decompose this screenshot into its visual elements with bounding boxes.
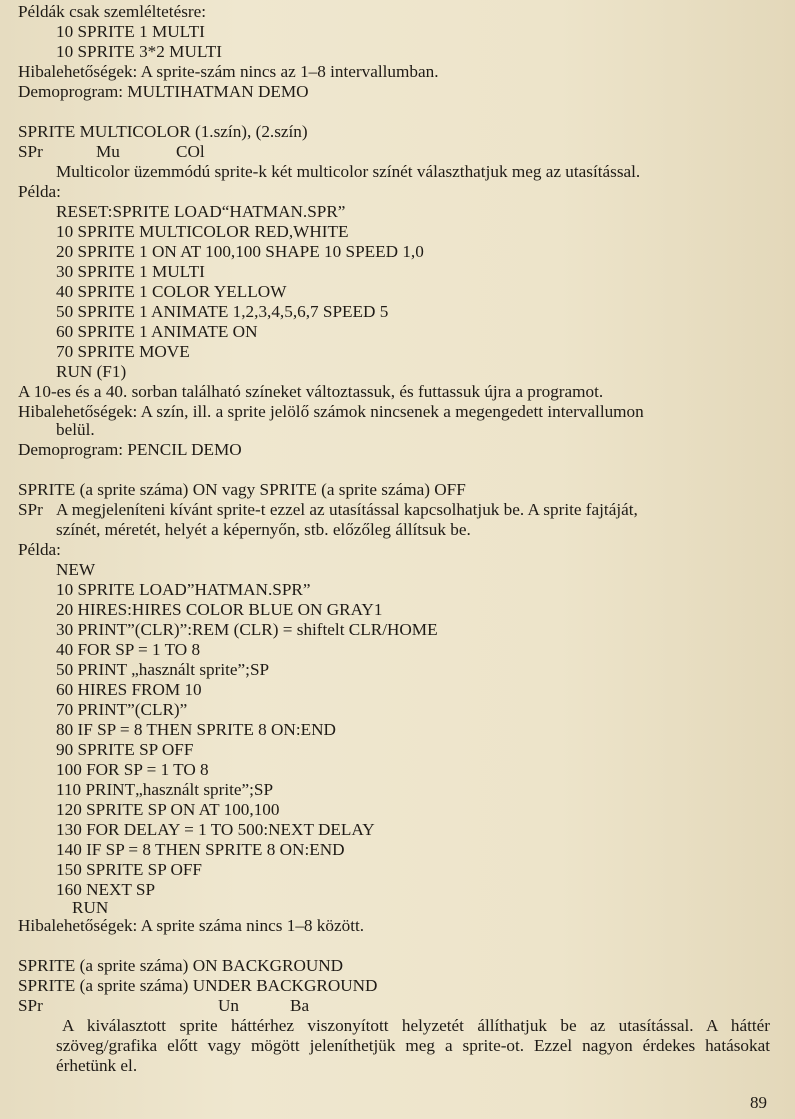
errors-text: Hibalehetőségek: A sprite-szám nincs az 1–8 intervallumban. xyxy=(18,62,439,81)
errors-text: Hibalehetőségek: A sprite száma nincs 1–8 között. xyxy=(18,916,365,935)
code-line: RUN (F1) xyxy=(56,362,127,381)
code-line: 160 NEXT SP xyxy=(56,880,156,899)
abbreviation: COl xyxy=(176,142,205,161)
code-line: 10 SPRITE 3*2 MULTI xyxy=(56,42,222,61)
description: A kiválasztott sprite háttérhez viszonyított helyzetét állíthatjuk be az utasítással. A háttér szöveg/grafika előtt vagy mögött jeleníthetjük meg a sprite-ot. Ezzel nagyon érdekes hatásokat érhetünk el. xyxy=(56,1016,770,1075)
command-syntax: SPRITE (a sprite száma) ON BACKGROUND xyxy=(18,956,344,975)
example-heading: Példa: xyxy=(18,182,61,201)
code-line: 110 PRINT„használt sprite”;SP xyxy=(56,780,274,799)
page-number: 89 xyxy=(750,1093,767,1112)
code-line: 10 SPRITE LOAD”HATMAN.SPR” xyxy=(56,580,311,599)
code-line: 70 PRINT”(CLR)” xyxy=(56,700,188,719)
code-line: 80 IF SP = 8 THEN SPRITE 8 ON:END xyxy=(56,720,336,739)
abbreviation: SPr xyxy=(18,996,43,1015)
code-line: 60 HIRES FROM 10 xyxy=(56,680,202,699)
code-line: NEW xyxy=(56,560,96,579)
abbreviation: SPr xyxy=(18,500,43,519)
command-syntax: SPRITE MULTICOLOR (1.szín), (2.szín) xyxy=(18,122,308,141)
code-line: 10 SPRITE MULTICOLOR RED,WHITE xyxy=(56,222,349,241)
code-line: 30 PRINT”(CLR)”:REM (CLR) = shiftelt CLR/HOME xyxy=(56,620,438,639)
code-line: 120 SPRITE SP ON AT 100,100 xyxy=(56,800,280,819)
code-line: RUN xyxy=(72,898,109,917)
errors-text: Hibalehetőségek: A szín, ill. a sprite jelölő számok nincsenek a megengedett intervallumon xyxy=(18,402,644,421)
demo-text: Demoprogram: PENCIL DEMO xyxy=(18,440,242,459)
code-line: 70 SPRITE MOVE xyxy=(56,342,190,361)
description: A megjeleníteni kívánt sprite-t ezzel az utasítással kapcsolhatjuk be. A sprite fajtáját, xyxy=(56,500,638,519)
code-line: 20 SPRITE 1 ON AT 100,100 SHAPE 10 SPEED 1,0 xyxy=(56,242,424,261)
code-line: 50 PRINT „használt sprite”;SP xyxy=(56,660,270,679)
command-syntax: SPRITE (a sprite száma) UNDER BACKGROUND xyxy=(18,976,378,995)
code-line: 20 HIRES:HIRES COLOR BLUE ON GRAY1 xyxy=(56,600,383,619)
code-line: 40 FOR SP = 1 TO 8 xyxy=(56,640,201,659)
abbreviation: Mu xyxy=(96,142,120,161)
demo-text: Demoprogram: MULTIHATMAN DEMO xyxy=(18,82,309,101)
abbreviation: Ba xyxy=(290,996,310,1015)
examples-heading: Példák csak szemléltetésre: xyxy=(18,2,207,21)
example-heading: Példa: xyxy=(18,540,61,559)
code-line: RESET:SPRITE LOAD“HATMAN.SPR” xyxy=(56,202,346,221)
code-line: 150 SPRITE SP OFF xyxy=(56,860,202,879)
code-line: 130 FOR DELAY = 1 TO 500:NEXT DELAY xyxy=(56,820,375,839)
code-line: 10 SPRITE 1 MULTI xyxy=(56,22,205,41)
abbreviation: Un xyxy=(218,996,240,1015)
code-line: 50 SPRITE 1 ANIMATE 1,2,3,4,5,6,7 SPEED 5 xyxy=(56,302,389,321)
code-line: 90 SPRITE SP OFF xyxy=(56,740,194,759)
note-text: A 10-es és a 40. sorban található színeket változtassuk, és futtassuk újra a programot. xyxy=(18,382,604,401)
code-line: 30 SPRITE 1 MULTI xyxy=(56,262,205,281)
code-line: 60 SPRITE 1 ANIMATE ON xyxy=(56,322,258,341)
errors-text: belül. xyxy=(56,420,95,439)
command-syntax: SPRITE (a sprite száma) ON vagy SPRITE (a sprite száma) OFF xyxy=(18,480,466,499)
description: Multicolor üzemmódú sprite-k két multicolor színét választhatjuk meg az utasítással. xyxy=(56,162,641,181)
code-line: 40 SPRITE 1 COLOR YELLOW xyxy=(56,282,287,301)
code-line: 100 FOR SP = 1 TO 8 xyxy=(56,760,209,779)
abbreviation: SPr xyxy=(18,142,43,161)
description: színét, méretét, helyét a képernyőn, stb. előzőleg állítsuk be. xyxy=(56,520,471,539)
code-line: 140 IF SP = 8 THEN SPRITE 8 ON:END xyxy=(56,840,345,859)
